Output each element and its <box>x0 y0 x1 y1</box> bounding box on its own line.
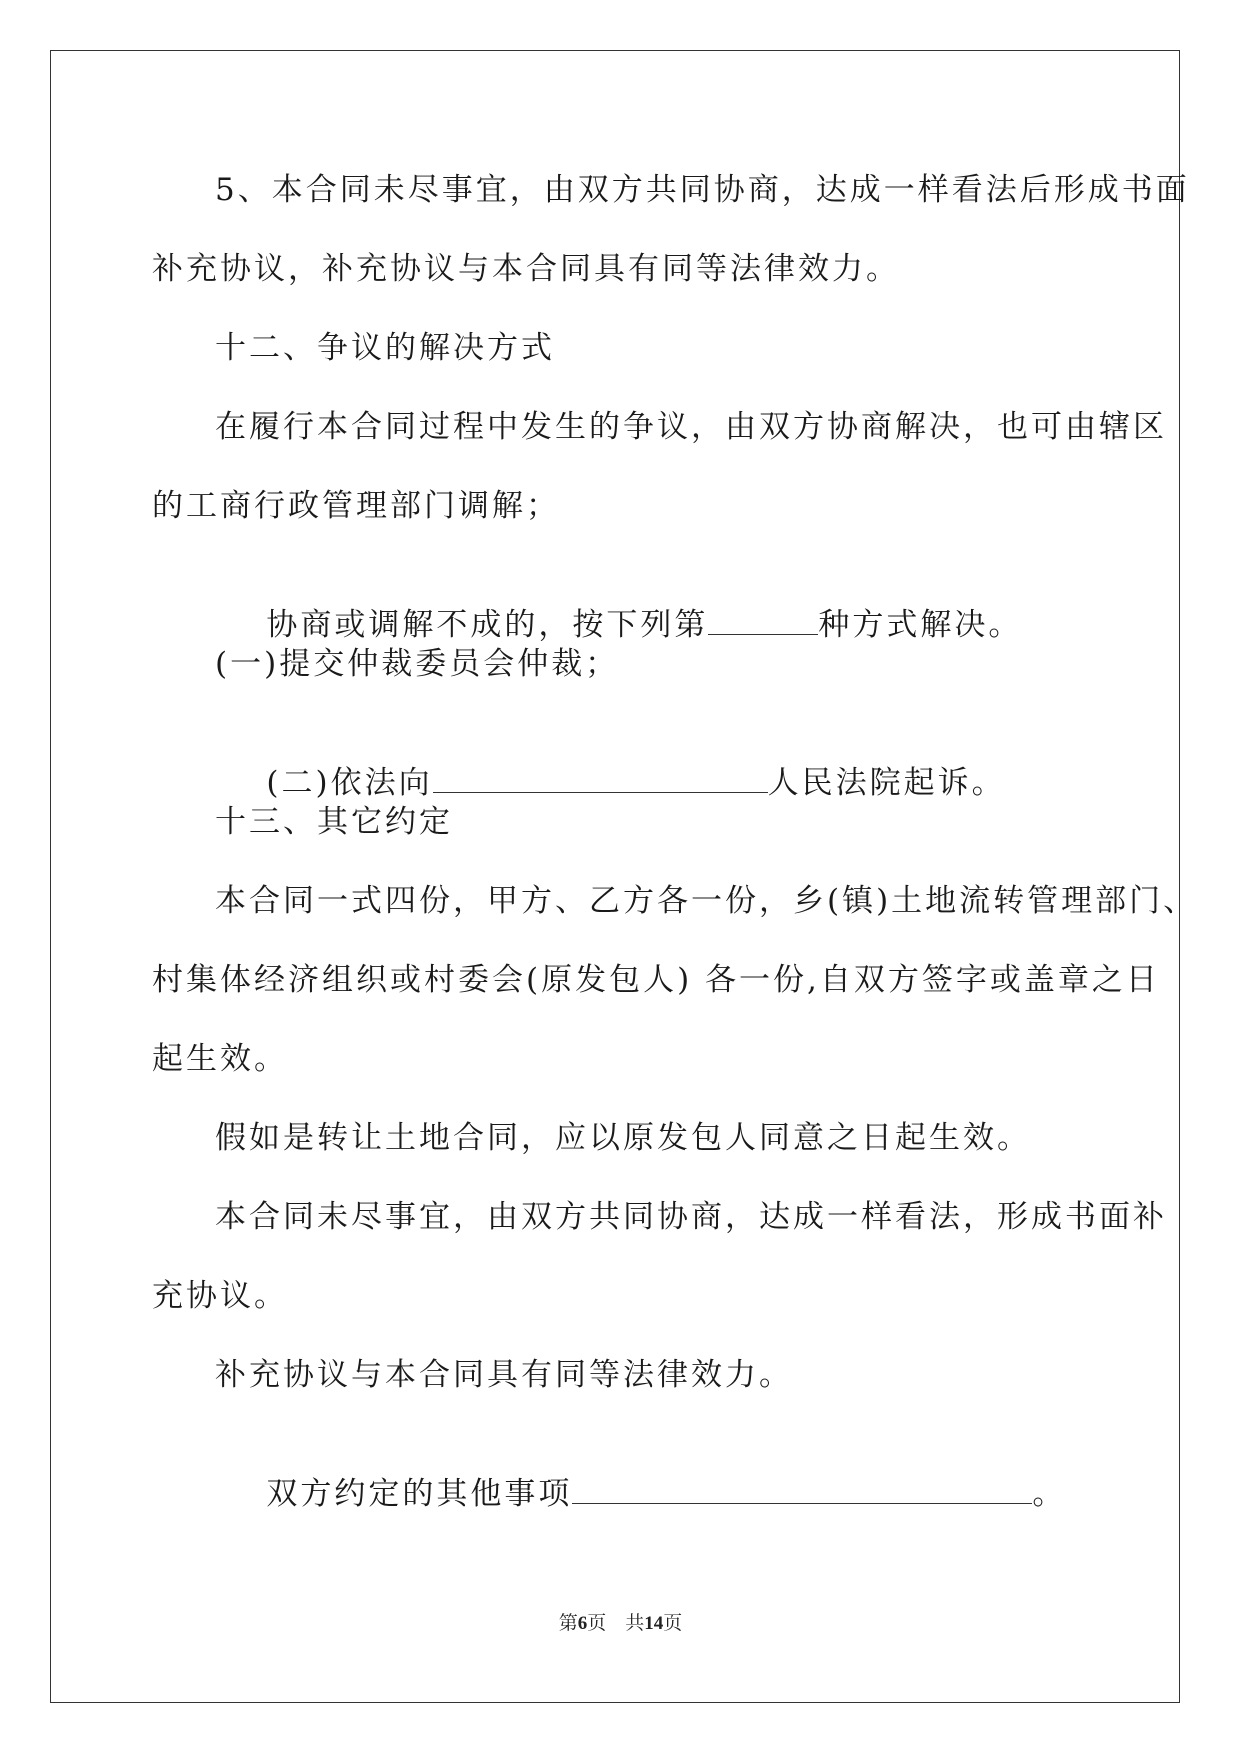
paragraph-line: 起生效。 <box>152 1041 288 1077</box>
fill-in-blank[interactable] <box>433 764 768 793</box>
paragraph-line: 在履行本合同过程中发生的争议，由双方协商解决，也可由辖区 <box>215 409 1167 445</box>
line-text: 人民法院起诉。 <box>767 765 1006 801</box>
fill-in-blank[interactable] <box>572 1475 1032 1504</box>
page-footer <box>0 1608 1241 1635</box>
paragraph-line <box>215 1434 1066 1554</box>
line-text: 种方式解决。 <box>818 607 1023 643</box>
line-text: 。 <box>1032 1476 1067 1512</box>
paragraph-line: 5、本合同未尽事宜，由双方共同协商，达成一样看法后形成书面 <box>215 172 1190 208</box>
list-item: (一)提交仲裁委员会仲裁； <box>215 646 620 682</box>
paragraph-line: 本合同一式四份，甲方、乙方各一份，乡(镇)土地流转管理部门、 <box>215 883 1198 919</box>
paragraph-line: 充协议。 <box>152 1278 288 1314</box>
fill-in-blank[interactable] <box>708 606 818 635</box>
footer-prefix: 第 <box>558 1613 578 1634</box>
paragraph-line: 的工商行政管理部门调解； <box>152 488 560 524</box>
line-text: 协商或调解不成的，按下列第 <box>266 607 709 643</box>
paragraph-line: 补充协议与本合同具有同等法律效力。 <box>215 1357 793 1393</box>
paragraph-line: 假如是转让土地合同，应以原发包人同意之日起生效。 <box>215 1120 1031 1156</box>
paragraph-line: 本合同未尽事宜，由双方共同协商，达成一样看法，形成书面补 <box>215 1199 1167 1235</box>
paragraph-line: 村集体经济组织或村委会(原发包人) 各一份,自双方签字或盖章之日 <box>152 962 1160 998</box>
section-heading: 十三、其它约定 <box>215 804 453 840</box>
line-text: (二)依法向 <box>266 765 433 801</box>
footer-suffix: 页 <box>663 1613 683 1634</box>
current-page-number: 6 <box>577 1613 588 1634</box>
footer-mid: 页 共 <box>587 1613 645 1634</box>
total-page-number: 14 <box>644 1613 664 1634</box>
paragraph-line: 补充协议，补充协议与本合同具有同等法律效力。 <box>152 251 900 287</box>
line-text: 双方约定的其他事项 <box>266 1476 573 1512</box>
section-heading: 十二、争议的解决方式 <box>215 330 555 366</box>
